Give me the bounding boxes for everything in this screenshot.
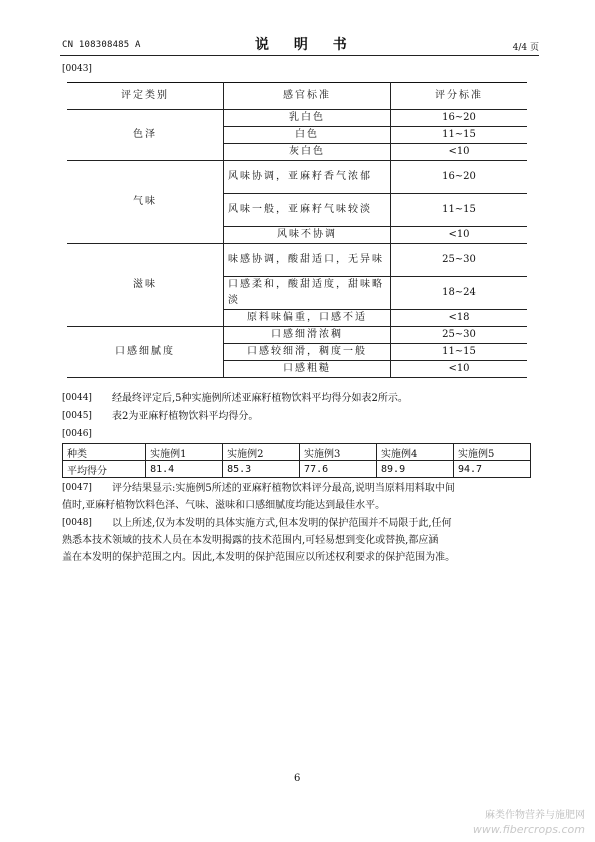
paragraph-0048-line-2: 熟悉本技术领域的技术人员在本发明揭露的技术范围内,可轻易想到变化或替换,都应涵 <box>62 535 439 546</box>
header-cell: 实施例1 <box>146 444 223 461</box>
score-cell: 16~20 <box>391 161 528 194</box>
watermark <box>473 809 585 837</box>
table-row <box>67 110 527 127</box>
paragraph-0048-line-1: 以上所述,仅为本发明的具体实施方式,但本发明的保护范围并不局限于此,任何 <box>112 518 452 529</box>
criterion-cell: 白色 <box>224 127 391 144</box>
table-header-row <box>67 83 527 110</box>
paragraph-0044: 经最终评定后,5种实施例所述亚麻籽植物饮料平均得分如表2所示。 <box>112 393 408 404</box>
criterion-cell: 原料味偏重，口感不适 <box>224 310 391 327</box>
criterion-cell: 风味一般，亚麻籽气味较淡 <box>224 194 391 227</box>
score-cell: <10 <box>391 361 528 378</box>
paragraph-number-0044: [0044] <box>62 393 92 403</box>
header-cell: 感官标准 <box>224 83 391 110</box>
average-score-table <box>62 443 531 478</box>
row-label-cell: 平均得分 <box>63 461 146 478</box>
criterion-cell: 灰白色 <box>224 144 391 161</box>
paragraph-number-0045: [0045] <box>62 411 92 421</box>
paragraph-number-0046: [0046] <box>62 429 92 439</box>
paragraph-0047-line-2: 值时,亚麻籽植物饮料色泽、气味、滋味和口感细腻度均能达到最佳水平。 <box>62 500 386 511</box>
criterion-cell: 味感协调，酸甜适口，无异味 <box>224 244 391 277</box>
paragraph-0047-line-1: 评分结果显示:实施例5所述的亚麻籽植物饮料评分最高,说明当原料用料取中间 <box>112 483 455 494</box>
paragraph-number-0048: [0048] <box>62 518 92 528</box>
paragraph-number-0047: [0047] <box>62 483 92 493</box>
category-cell: 气味 <box>67 161 224 244</box>
table-row <box>67 327 527 344</box>
table-row <box>67 244 527 277</box>
paragraph-0048-line-3: 盖在本发明的保护范围之内。因此,本发明的保护范围应以所述权利要求的保护范围为准。 <box>62 552 456 563</box>
score-value-cell: 89.9 <box>377 461 454 478</box>
score-value-cell: 94.7 <box>453 461 530 478</box>
score-value-cell: 81.4 <box>146 461 223 478</box>
header-cell: 评定类别 <box>67 83 224 110</box>
header-cell: 实施例4 <box>377 444 454 461</box>
score-cell: 11~15 <box>391 127 528 144</box>
header-cell: 实施例3 <box>300 444 377 461</box>
score-cell: <10 <box>391 227 528 244</box>
page-info: 4/4 页 <box>512 43 539 53</box>
criterion-cell: 口感细滑浓稠 <box>224 327 391 344</box>
score-cell: 16~20 <box>391 110 528 127</box>
header-cell: 实施例5 <box>453 444 530 461</box>
paragraph-0045: 表2为亚麻籽植物饮料平均得分。 <box>112 411 259 422</box>
header-cell: 种类 <box>63 444 146 461</box>
document-title: 说 明 书 <box>255 37 357 53</box>
score-cell: 25~30 <box>391 327 528 344</box>
score-cell: 11~15 <box>391 194 528 227</box>
table-row <box>67 161 527 194</box>
header-cell: 实施例2 <box>223 444 300 461</box>
criterion-cell: 乳白色 <box>224 110 391 127</box>
score-cell: <10 <box>391 144 528 161</box>
score-value-cell: 77.6 <box>300 461 377 478</box>
criterion-cell: 口感粗糙 <box>224 361 391 378</box>
category-cell: 口感细腻度 <box>67 327 224 378</box>
patent-number: CN 108308485 A <box>62 40 141 50</box>
score-cell: <18 <box>391 310 528 327</box>
header-rule <box>60 55 539 56</box>
score-cell: 11~15 <box>391 344 528 361</box>
criterion-cell: 风味协调，亚麻籽香气浓郁 <box>224 161 391 194</box>
criterion-cell: 口感柔和，酸甜适度，甜味略淡 <box>224 277 391 310</box>
table-row <box>63 461 531 478</box>
watermark-url: www.fibercrops.com <box>472 823 585 836</box>
criterion-cell: 风味不协调 <box>224 227 391 244</box>
header-cell: 评分标准 <box>391 83 528 110</box>
score-cell: 18~24 <box>391 277 528 310</box>
page-number: 6 <box>294 773 301 784</box>
criterion-cell: 口感较细滑，稠度一般 <box>224 344 391 361</box>
category-cell: 色泽 <box>67 110 224 161</box>
score-value-cell: 85.3 <box>223 461 300 478</box>
table-header-row <box>63 444 531 461</box>
score-cell: 25~30 <box>391 244 528 277</box>
category-cell: 滋味 <box>67 244 224 327</box>
sensory-evaluation-table <box>67 82 527 378</box>
watermark-text: 麻类作物营养与施肥网 <box>485 810 585 821</box>
paragraph-number-0043: [0043] <box>62 64 92 74</box>
